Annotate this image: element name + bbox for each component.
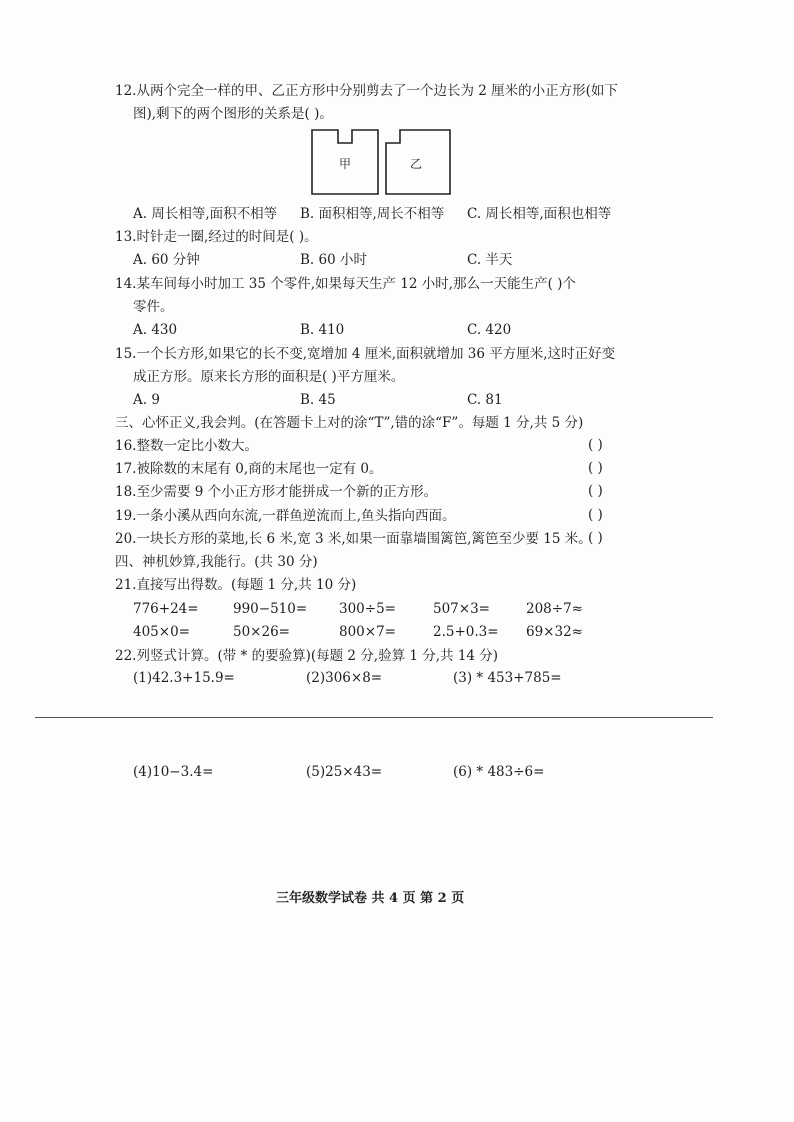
q22-item: (1)42.3+15.9= xyxy=(133,670,235,686)
judge-answer-paren-19: ( ) xyxy=(588,507,603,523)
q13-option-c: C. 半天 xyxy=(467,252,513,268)
section4-heading: 四、神机妙算,我能行。(共 30 分) xyxy=(115,554,318,570)
q21-item: 776+24= xyxy=(133,601,199,617)
q21-item: 69×32≈ xyxy=(526,624,583,640)
q13-option-a: A. 60 分钟 xyxy=(133,252,200,268)
judge-item-16: 16.整数一定比小数大。 xyxy=(115,438,258,454)
q13-text: 13.时针走一圈,经过的时间是( )。 xyxy=(115,229,318,245)
q12-option-b: B. 面积相等,周长不相等 xyxy=(300,206,445,222)
judge-item-18: 18.至少需要 9 个小正方形才能拼成一个新的正方形。 xyxy=(115,484,438,500)
figure-jia-label: 甲 xyxy=(339,157,352,171)
q15-line2: 成正方形。原来长方形的面积是( )平方厘米。 xyxy=(133,369,405,385)
q22-item: (3) * 453+785= xyxy=(453,670,562,686)
judge-item-17: 17.被除数的末尾有 0,商的末尾也一定有 0。 xyxy=(115,461,383,477)
q22-title: 22.列竖式计算。(带 * 的要验算)(每题 2 分,验算 1 分,共 14 分) xyxy=(115,648,499,664)
q21-item: 208÷7≈ xyxy=(526,601,583,617)
q14-line1: 14.某车间每小时加工 35 个零件,如果每天生产 12 小时,那么一天能生产( )个 xyxy=(115,276,576,292)
section3-heading: 三、心怀正义,我会判。(在答题卡上对的涂“T”,错的涂“F”。每题 1 分,共 5 分) xyxy=(115,415,584,431)
q14-option-a: A. 430 xyxy=(133,322,178,338)
figure-yi-label: 乙 xyxy=(410,157,423,171)
q22-item: (4)10−3.4= xyxy=(133,764,214,780)
q15-option-c: C. 81 xyxy=(467,392,503,408)
q22-item: (6) * 483÷6= xyxy=(453,764,545,780)
q14-line2: 零件。 xyxy=(133,299,174,315)
judge-item-19: 19.一条小溪从西向东流,一群鱼逆流而上,鱼头指向西面。 xyxy=(115,508,456,524)
q21-item: 2.5+0.3= xyxy=(433,624,499,640)
q12-option-a: A. 周长相等,面积不相等 xyxy=(133,206,278,222)
q15-option-b: B. 45 xyxy=(300,392,336,408)
q15-option-a: A. 9 xyxy=(133,392,160,408)
q12-line1: 12.从两个完全一样的甲、乙正方形中分别剪去了一个边长为 2 厘米的小正方形(如下 xyxy=(115,83,618,99)
q12-figures xyxy=(310,127,455,197)
q13-option-b: B. 60 小时 xyxy=(300,252,367,268)
q12-option-c: C. 周长相等,面积也相等 xyxy=(467,206,612,222)
q14-option-c: C. 420 xyxy=(467,322,512,338)
page-footer: 三年级数学试卷 共 4 页 第 2 页 xyxy=(276,891,465,906)
q14-option-b: B. 410 xyxy=(300,322,345,338)
q21-item: 50×26= xyxy=(233,624,290,640)
q21-item: 405×0= xyxy=(133,624,190,640)
judge-answer-paren-16: ( ) xyxy=(588,437,603,453)
q12-line2: 图),剩下的两个图形的关系是( )。 xyxy=(133,106,333,122)
judge-answer-paren-20: ( ) xyxy=(588,530,603,546)
q22-item: (5)25×43= xyxy=(306,764,383,780)
page-fold-divider xyxy=(35,717,713,718)
q21-item: 300÷5= xyxy=(339,601,396,617)
judge-answer-paren-17: ( ) xyxy=(588,460,603,476)
q21-item: 800×7= xyxy=(339,624,396,640)
q15-line1: 15.一个长方形,如果它的长不变,宽增加 4 厘米,面积就增加 36 平方厘米,这时正好变 xyxy=(115,346,616,362)
judge-answer-paren-18: ( ) xyxy=(588,483,603,499)
q21-item: 507×3= xyxy=(433,601,490,617)
q21-item: 990−510= xyxy=(233,601,308,617)
judge-item-20: 20.一块长方形的菜地,长 6 米,宽 3 米,如果一面靠墙围篱笆,篱笆至少要 15 米。 xyxy=(115,531,592,547)
q22-item: (2)306×8= xyxy=(306,670,383,686)
q21-title: 21.直接写出得数。(每题 1 分,共 10 分) xyxy=(115,577,357,593)
